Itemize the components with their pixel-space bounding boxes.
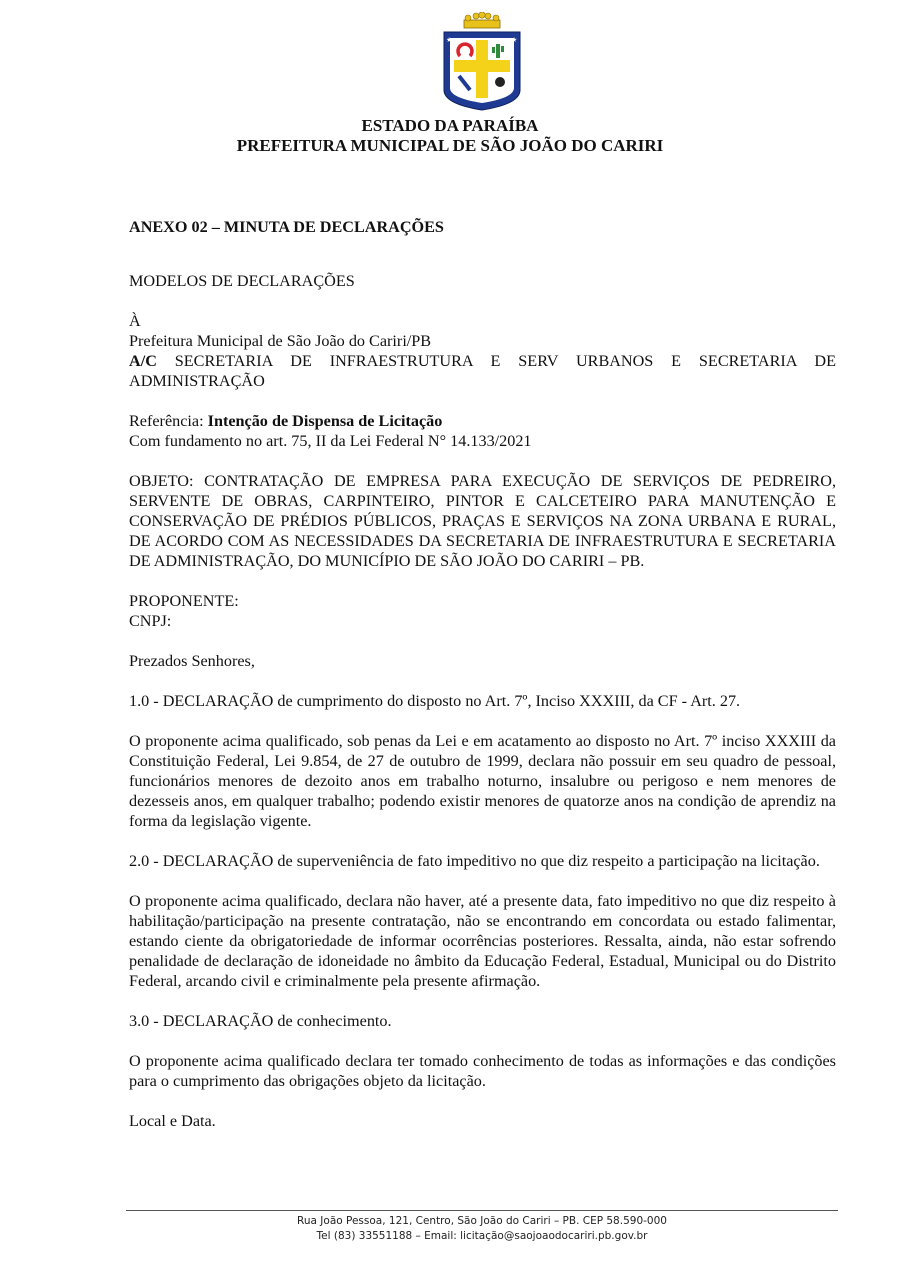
greeting: Prezados Senhores, <box>129 652 255 670</box>
municipality-name: PREFEITURA MUNICIPAL DE SÃO JOÃO DO CARIRI <box>236 136 664 155</box>
footer-contact: Tel (83) 33551188 – Email: licitação@saojoaodocariri.pb.gov.br <box>316 1230 648 1242</box>
ac-label: A/C <box>129 352 157 370</box>
svg-text:★: ★ <box>511 36 518 44</box>
document-body <box>129 217 836 1131</box>
document-header <box>0 116 900 156</box>
models-heading: MODELOS DE DECLARAÇÕES <box>129 272 355 290</box>
reference-line <box>129 411 836 431</box>
declaration-1-body: O proponente acima qualificado, sob penas da Lei e em acatamento ao disposto no Art. 7º inciso XXXIII da Constituição Federal, Lei 9.854, de 27 de outubro de 1999, declara não possuir em seu quadro de pessoal, funcionários menores de dezoito anos em trabalho noturno, insalubre ou perigoso e nem menores de dezesseis anos, em qualquer trabalho; podendo existir menores de quatorze anos na condição de aprendiz na forma da legislação vigente. <box>129 732 836 830</box>
reference-label: Referência: <box>129 412 208 430</box>
closing-line: Local e Data. <box>129 1112 216 1130</box>
ac-text: SECRETARIA DE INFRAESTRUTURA E SERV URBANOS E SECRETARIA DE ADMINISTRAÇÃO <box>129 352 836 390</box>
recipient-attention <box>129 351 836 391</box>
document-footer <box>0 1214 900 1244</box>
state-name: ESTADO DA PARAÍBA <box>361 116 539 135</box>
recipient-entity: Prefeitura Municipal de São João do Cariri/PB <box>129 332 432 350</box>
footer-divider <box>126 1210 838 1211</box>
municipal-crest-icon <box>440 12 524 112</box>
declaration-1-title: 1.0 - DECLARAÇÃO de cumprimento do disposto no Art. 7º, Inciso XXXIII, da CF - Art. 27. <box>129 692 741 710</box>
proponent-label: PROPONENTE: <box>129 592 239 610</box>
recipient-to: À <box>129 312 141 330</box>
reference-basis: Com fundamento no art. 75, II da Lei Federal N° 14.133/2021 <box>129 432 532 450</box>
annex-title: ANEXO 02 – MINUTA DE DECLARAÇÕES <box>129 218 444 236</box>
footer-address: Rua João Pessoa, 121, Centro, São João do Cariri – PB. CEP 58.590-000 <box>297 1215 667 1227</box>
object-paragraph: OBJETO: CONTRATAÇÃO DE EMPRESA PARA EXECUÇÃO DE SERVIÇOS DE PEDREIRO, SERVENTE DE OBRAS, CARPINTEIRO, PINTOR E CALCETEIRO PARA MANUTENÇÃO E CONSERVAÇÃO DE PRÉDIOS PÚBLICOS, PRAÇAS E SERVIÇOS NA ZONA URBANA E RURAL, DE ACORDO COM AS NECESSIDADES DA SECRETARIA DE INFRAESTRUTURA E SECRETARIA DE ADMINISTRAÇÃO, DO MUNICÍPIO DE SÃO JOÃO DO CARIRI – PB. <box>129 472 836 570</box>
declaration-2-title: 2.0 - DECLARAÇÃO de superveniência de fato impeditivo no que diz respeito a participação na licitação. <box>129 852 820 870</box>
declaration-2-body: O proponente acima qualificado, declara não haver, até a presente data, fato impeditivo no que diz respeito à habilitação/participação na presente contratação, não se encontrando em concordata ou estado falimentar, estando ciente da obrigatoriedade de informar ocorrências posteriores. Ressalta, ainda, não estar sofrendo penalidade de declaração de idoneidade no âmbito da Educação Federal, Estadual, Municipal ou do Distrito Federal, arcando civil e criminalmente pela presente afirmação. <box>129 892 836 990</box>
svg-text:★: ★ <box>446 36 453 44</box>
declaration-3-title: 3.0 - DECLARAÇÃO de conhecimento. <box>129 1012 392 1030</box>
cnpj-label: CNPJ: <box>129 612 172 630</box>
declaration-3-body: O proponente acima qualificado declara ter tomado conhecimento de todas as informações e das condições para o cumprimento das obrigações objeto da licitação. <box>129 1052 836 1090</box>
reference-value: Intenção de Dispensa de Licitação <box>207 412 443 430</box>
